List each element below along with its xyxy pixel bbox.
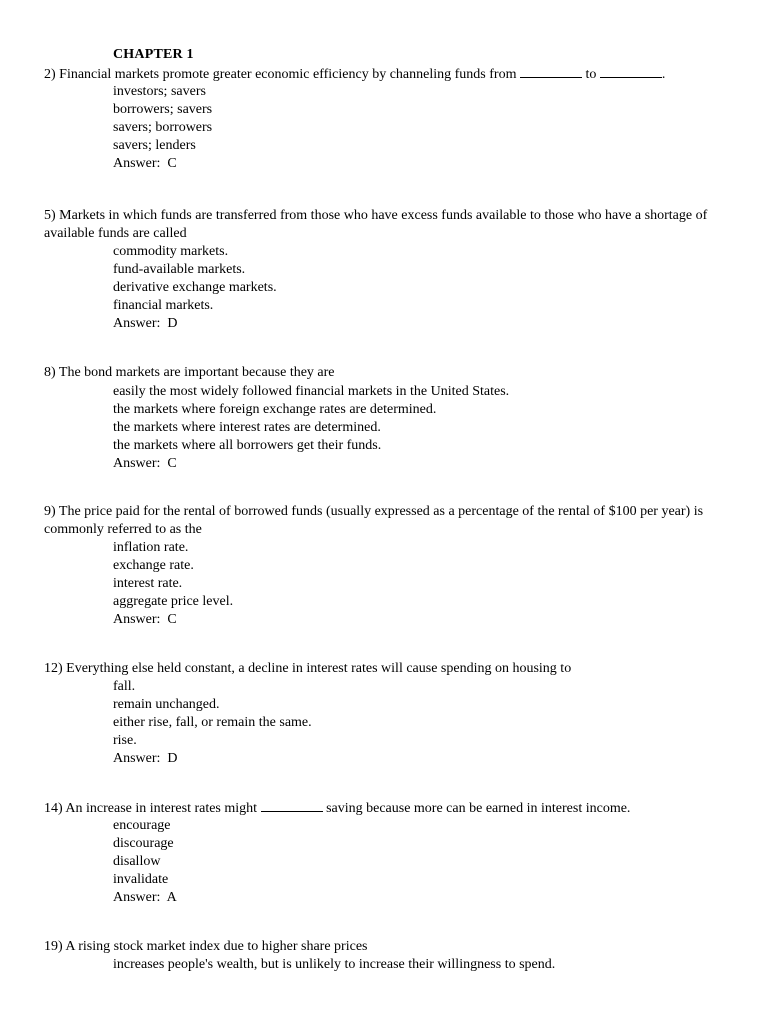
- question-14-stem: [44, 799, 724, 818]
- question-14-options: [113, 817, 177, 907]
- answer-key: Answer: A: [113, 890, 177, 905]
- question-14-stem-part-2: saving because more can be earned in interest income.: [322, 801, 631, 816]
- question-19-stem: 19) A rising stock market index due to higher share prices: [44, 939, 368, 954]
- question-2-options: [113, 83, 212, 173]
- answer-key: Answer: D: [113, 316, 178, 331]
- question-9-stem: 9) The price paid for the rental of borrowed funds (usually expressed as a percentage of the rental of $100 per year) is commonly referred to as the: [44, 504, 704, 537]
- question-19-options: [113, 956, 555, 974]
- option: the markets where all borrowers get their funds.: [113, 438, 382, 453]
- question-14-stem-part-1: 14) An increase in interest rates might: [44, 801, 261, 816]
- option: savers; borrowers: [113, 120, 213, 135]
- question-12-options: [113, 678, 312, 768]
- option: interest rate.: [113, 576, 183, 591]
- question-2-stem-part-1: 2) Financial markets promote greater economic efficiency by channeling funds from: [44, 67, 520, 82]
- option: borrowers; savers: [113, 102, 213, 117]
- option: encourage: [113, 818, 171, 833]
- option: remain unchanged.: [113, 697, 220, 712]
- option: the markets where foreign exchange rates are determined.: [113, 402, 437, 417]
- option: commodity markets.: [113, 244, 229, 259]
- question-2-stem: [44, 65, 724, 84]
- option: financial markets.: [113, 298, 214, 313]
- option: investors; savers: [113, 84, 206, 99]
- chapter-heading: CHAPTER 1: [113, 47, 194, 62]
- option: aggregate price level.: [113, 594, 234, 609]
- option: either rise, fall, or remain the same.: [113, 715, 312, 730]
- question-2-stem-part-3: .: [661, 67, 666, 82]
- question-9-options: [113, 539, 233, 629]
- option: inflation rate.: [113, 540, 189, 555]
- answer-key: Answer: C: [113, 456, 177, 471]
- answer-key: Answer: C: [113, 156, 177, 171]
- option: fund-available markets.: [113, 262, 246, 277]
- option: savers; lenders: [113, 138, 196, 153]
- option: disallow: [113, 854, 161, 869]
- option: easily the most widely followed financial markets in the United States.: [113, 384, 510, 399]
- question-8-stem: 8) The bond markets are important because they are: [44, 365, 335, 380]
- answer-key: Answer: C: [113, 612, 177, 627]
- question-2-stem-part-2: to: [581, 67, 600, 82]
- question-5-options: [113, 243, 277, 333]
- option: derivative exchange markets.: [113, 280, 277, 295]
- option: discourage: [113, 836, 174, 851]
- option: the markets where interest rates are determined.: [113, 420, 381, 435]
- option: invalidate: [113, 872, 169, 887]
- option: fall.: [113, 679, 136, 694]
- answer-key: Answer: D: [113, 751, 178, 766]
- option: rise.: [113, 733, 137, 748]
- option: increases people's wealth, but is unlikely to increase their willingness to spend.: [113, 957, 556, 972]
- answer-blank: [261, 799, 323, 812]
- option: exchange rate.: [113, 558, 194, 573]
- question-12-stem: 12) Everything else held constant, a decline in interest rates will cause spending on housing to: [44, 661, 572, 676]
- question-8-options: [113, 383, 509, 473]
- answer-blank: [600, 65, 662, 78]
- answer-blank: [520, 65, 582, 78]
- question-5-stem: 5) Markets in which funds are transferred from those who have excess funds available to those who have a shortage of available funds are called: [44, 208, 708, 241]
